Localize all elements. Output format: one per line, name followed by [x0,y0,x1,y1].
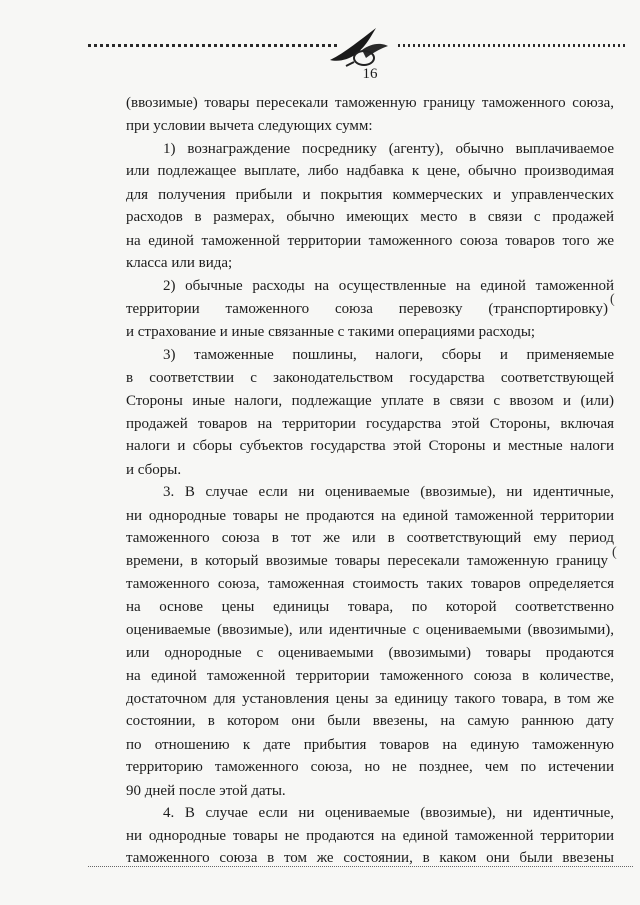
text-line: 3) таможенные пошлины, налоги, сборы и применяемые [163,346,614,363]
text-line: 4. В случае если ни оцениваемые (ввозимые), ни идентичные, [163,805,614,822]
text-line: на основе цены единицы товара, по которой соответственно [126,599,614,616]
scan-edge-top-right [398,44,628,47]
text-line: и сборы. [126,461,182,478]
text-line: таможенного союза, таможенная стоимость таких товаров определяется [126,575,614,592]
text-line: 3. В случае если ни оцениваемые (ввозимые), ни идентичные, [163,484,614,501]
text-line: на единой таможенной территории таможенного союза товаров того же [126,232,614,249]
text-line: территории таможенного союза перевозку (транспортировку) [126,300,608,317]
text-line: 2) обычные расходы на осуществленные на единой таможенной [163,278,614,295]
text-line: оцениваемые (ввозимые), или идентичные с оцениваемыми (ввозимыми), [126,621,614,638]
emblem-icon [326,20,396,68]
text-line: таможенного союза в том же состоянии, в каком они были ввезены [126,850,614,866]
text-line: 90 дней после этой даты. [126,782,286,799]
text-line: продажей товаров на территории государства этой Стороны, включая [126,415,614,432]
text-line: при условии вычета следующих сумм: [126,118,373,135]
text-line: в соответствии с законодательством государства соответствующей [126,370,614,387]
text-line: налоги и сборы субъектов государства этой Стороны и местные налоги [126,438,614,455]
text-line: и страхование и иные связанные с такими операциями расходы; [126,324,536,341]
text-line: времени, в который ввозимые товары пересекали таможенную границу [126,553,608,570]
text-line: 1) вознаграждение посреднику (агенту), обычно выплачиваемое [163,140,614,157]
text-line: состоянии, в котором они были ввезены, на самую раннюю дату [126,713,614,730]
text-line: таможенного союза в тот же или в соответствующий ему период [126,530,614,547]
text-line: (ввозимые) товары пересекали таможенную границу таможенного союза, [126,95,614,111]
text-line: или однородные с оцениваемыми (ввозимыми) товары продаются [126,645,614,662]
text-line: расходов в размерах, обычно имеющих место в связи с продажей [126,209,614,226]
page-number: 16 [362,66,378,82]
text-line: территорию таможенного союза, но не позднее, чем по истечении [126,759,614,776]
text-line: или подлежащее выплате, либо надбавка к цене, обычно производимая [126,163,614,180]
text-line: Стороны иные налоги, подлежащие уплате в связи с ввозом и (или) [126,392,614,409]
text-line: ни однородные товары не продаются на единой таможенной территории [126,507,614,524]
text-line: ни однородные товары не продаются на единой таможенной территории [126,827,614,844]
scan-edge-bottom [88,866,633,872]
scan-edge-top-left [88,44,338,47]
margin-mark: ( [610,292,615,308]
text-line: достаточном для установления цены за единицу такого товара, в том же [126,690,614,707]
text-line: для получения прибыли и покрытия коммерческих и управленческих [126,186,614,203]
text-line: на единой таможенной территории таможенного союза в количестве, [126,667,614,684]
text-line: класса или вида; [126,254,233,271]
text-line: по отношению к дате прибытия товаров на единую таможенную [126,736,614,753]
margin-mark: ( [612,544,617,560]
